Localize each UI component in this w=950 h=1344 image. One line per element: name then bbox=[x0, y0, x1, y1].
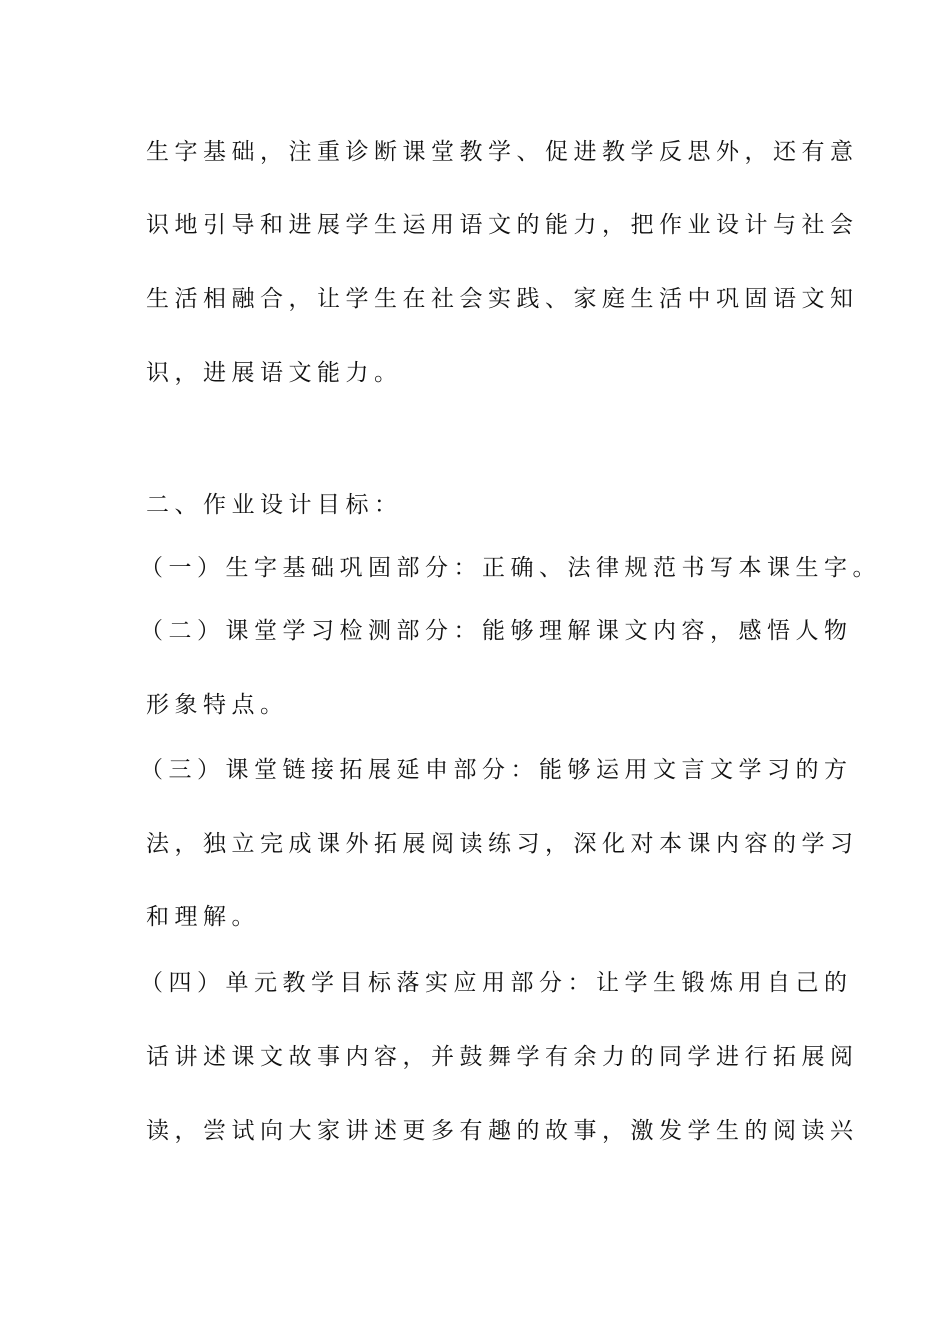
text-line: 生活相融合，让学生在社会实践、家庭生活中巩固语文知 bbox=[146, 286, 859, 312]
text-line: 和理解。 bbox=[146, 904, 260, 930]
text-line: 话讲述课文故事内容，并鼓舞学有余力的同学进行拓展阅 bbox=[146, 1044, 859, 1070]
text-line: 生字基础，注重诊断课堂教学、促进教学反思外，还有意 bbox=[146, 139, 859, 165]
text-line: （四）单元教学目标落实应用部分：让学生锻炼用自己的 bbox=[140, 970, 853, 996]
text-line: （一）生字基础巩固部分：正确、法律规范书写本课生字。 bbox=[140, 555, 881, 581]
text-line: 读，尝试向大家讲述更多有趣的故事，激发学生的阅读兴 bbox=[146, 1118, 859, 1144]
text-line: 识，进展语文能力。 bbox=[146, 360, 403, 386]
text-line: 法，独立完成课外拓展阅读练习，深化对本课内容的学习 bbox=[146, 831, 859, 857]
text-line: （二）课堂学习检测部分：能够理解课文内容，感悟人物 bbox=[140, 618, 853, 644]
section-heading: 二、作业设计目标： bbox=[146, 492, 403, 518]
text-line: 形象特点。 bbox=[146, 692, 289, 718]
text-line: （三）课堂链接拓展延申部分：能够运用文言文学习的方 bbox=[140, 757, 853, 783]
text-line: 识地引导和进展学生运用语文的能力，把作业设计与社会 bbox=[146, 212, 859, 238]
